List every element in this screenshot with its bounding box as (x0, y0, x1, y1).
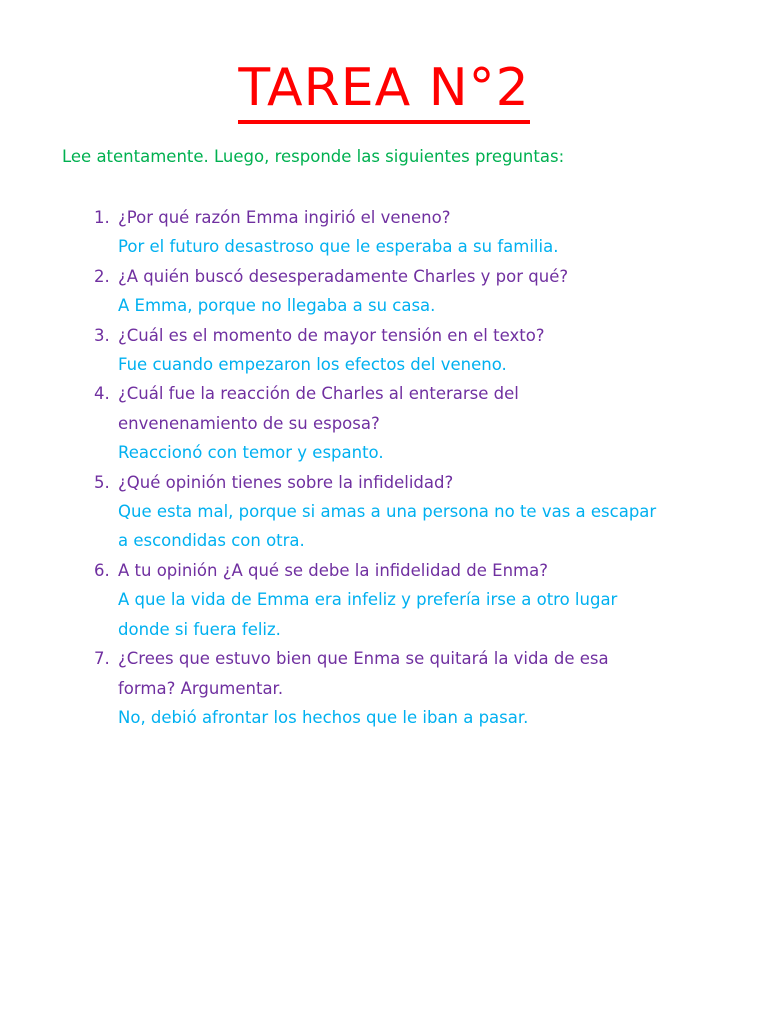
answer-line: Reaccionó con temor y espanto. (118, 443, 384, 463)
page-title (0, 52, 768, 124)
answer-line: donde si fuera feliz. (118, 619, 281, 639)
answer-line: Fue cuando empezaron los efectos del veneno. (118, 355, 507, 375)
answer-line: Por el futuro desastroso que le esperaba a su familia. (118, 237, 559, 257)
question-item (0, 468, 768, 556)
answer-line: No, debió afrontar los hechos que le iban a pasar. (118, 707, 529, 727)
question-line: ¿Qué opinión tienes sobre la infidelidad? (118, 472, 454, 492)
question-line: ¿Por qué razón Emma ingirió el veneno? (118, 208, 451, 227)
question-text (118, 321, 768, 350)
question-number: 5. (94, 472, 110, 492)
answer-line: a escondidas con otra. (118, 531, 305, 551)
question-text (118, 644, 768, 703)
question-line: ¿A quién buscó desesperadamente Charles y por qué? (118, 266, 569, 286)
answer-text (118, 438, 768, 467)
question-list (0, 203, 768, 732)
question-text (118, 468, 768, 497)
answer-text (118, 350, 768, 379)
question-number: 6. (94, 560, 110, 580)
question-item (0, 556, 768, 644)
question-item (0, 644, 768, 732)
answer-text (118, 291, 768, 320)
question-number: 2. (94, 266, 110, 286)
question-line: A tu opinión ¿A qué se debe la infidelidad de Enma? (118, 560, 548, 580)
question-line: forma? Argumentar. (118, 678, 284, 698)
question-item (0, 379, 768, 467)
question-number: 4. (94, 384, 110, 404)
question-line: ¿Cuál es el momento de mayor tensión en el texto? (118, 325, 545, 345)
answer-text (118, 497, 768, 556)
question-line: ¿Crees que estuvo bien que Enma se quitará la vida de esa (118, 649, 609, 669)
answer-line: A que la vida de Emma era infeliz y prefería irse a otro lugar (118, 590, 618, 610)
question-text (118, 379, 768, 438)
answer-text (118, 232, 768, 261)
question-number: 7. (94, 649, 110, 669)
answer-line: A Emma, porque no llegaba a su casa. (118, 296, 436, 316)
question-text (118, 203, 768, 232)
question-item (0, 321, 768, 380)
answer-text (118, 585, 768, 644)
question-line: ¿Cuál fue la reacción de Charles al enterarse del (118, 384, 519, 404)
question-line: envenenamiento de su esposa? (118, 413, 380, 433)
page-title-text: TAREA N°2 (238, 58, 529, 124)
question-number: 1. (94, 208, 110, 227)
question-text (118, 556, 768, 585)
answer-line: Que esta mal, porque si amas a una persona no te vas a escapar (118, 502, 657, 522)
question-item (0, 262, 768, 321)
answer-text (118, 703, 768, 732)
question-item (0, 203, 768, 262)
question-text (118, 262, 768, 291)
instructions: Lee atentamente. Luego, responde las siguientes preguntas: (62, 147, 565, 166)
question-number: 3. (94, 325, 110, 345)
